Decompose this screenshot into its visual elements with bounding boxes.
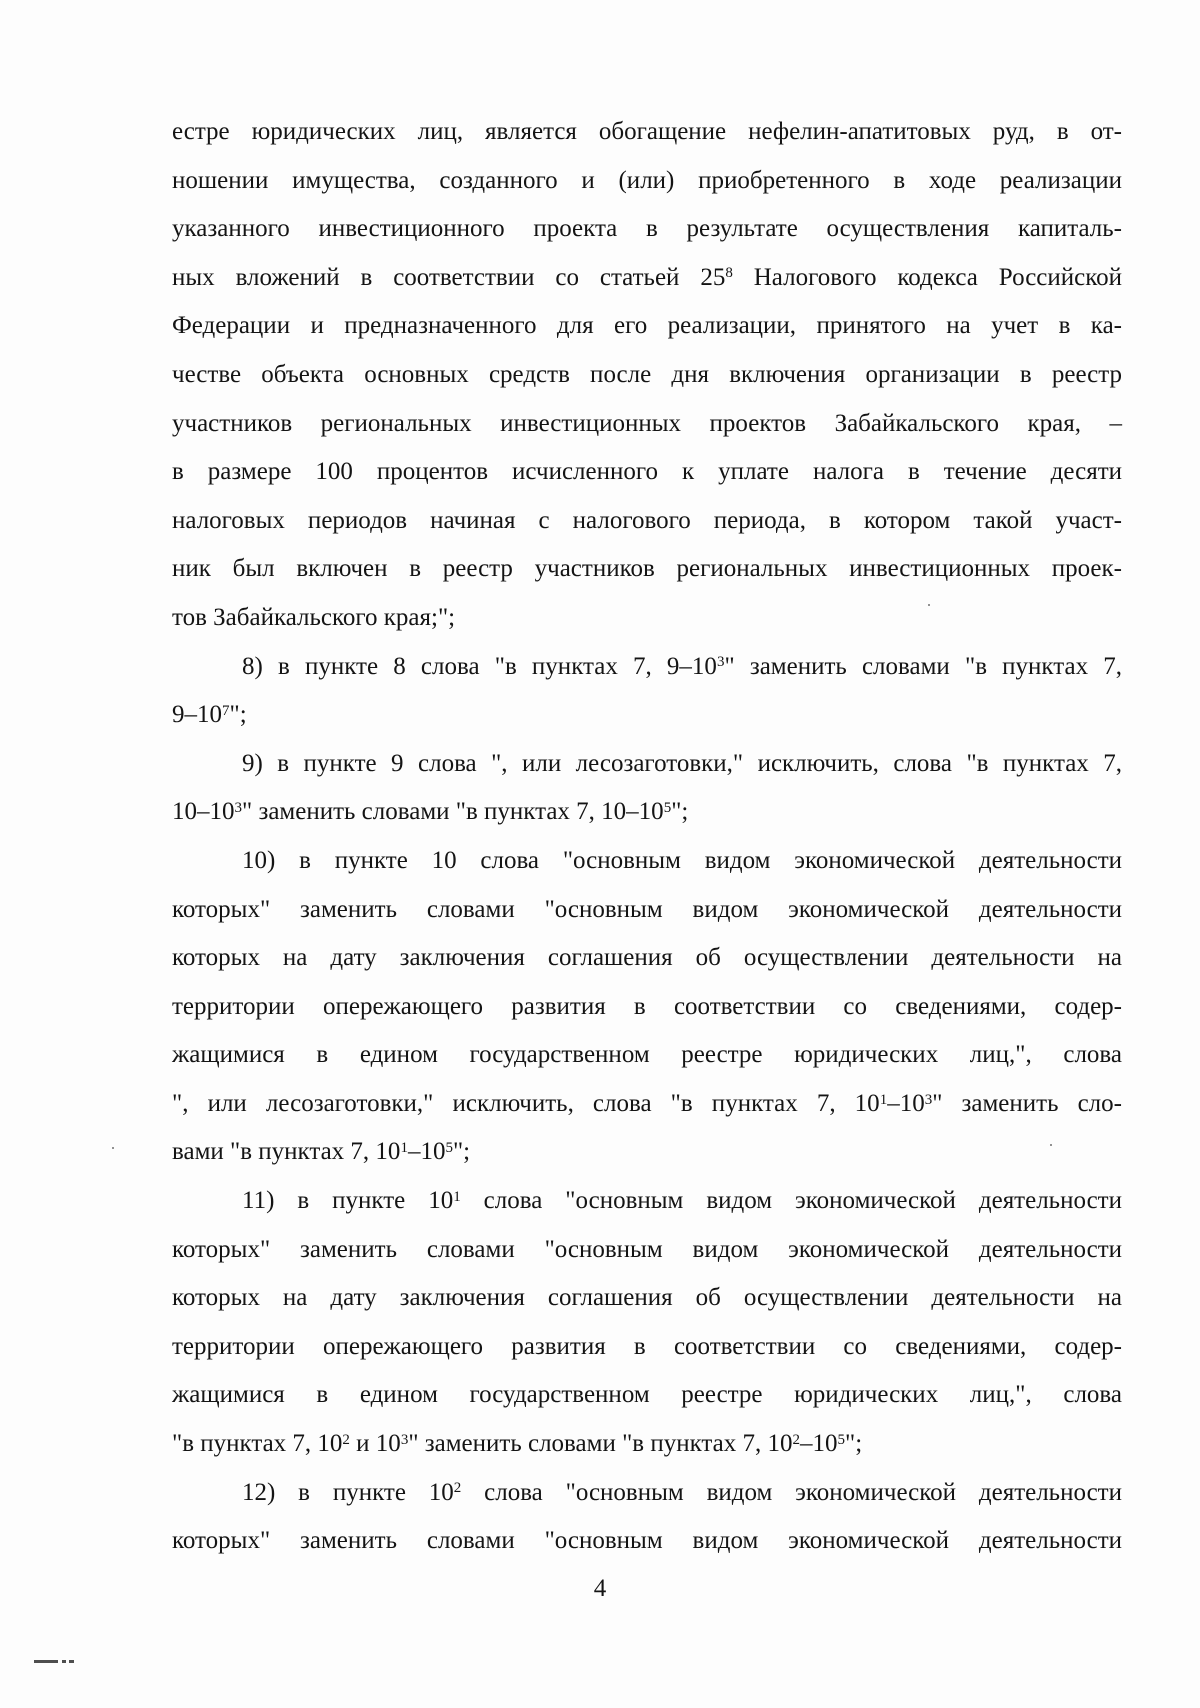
text-fragment: 9–10 — [172, 701, 222, 729]
text-fragment: " заменить словами "в пунктах 7, — [724, 652, 1122, 680]
text-line: которых" заменить словами "основным видом экономической деятельности — [172, 895, 1122, 923]
text-fragment: "; — [845, 1430, 863, 1458]
text-line: жащимися в едином государственном реестре юридических лиц,", слова — [172, 1041, 1122, 1069]
continuation-paragraph — [172, 108, 1122, 643]
text-line: Федерации и предназначенного для его реализации, принятого на учет в ка- — [172, 312, 1122, 340]
text-line: в размере 100 процентов исчисленного к уплате налога в течение десяти — [172, 458, 1122, 486]
superscript: 5 — [445, 1140, 453, 1157]
text-line — [172, 1469, 1122, 1518]
text-fragment: –10 — [800, 1430, 838, 1458]
text-line: которых на дату заключения соглашения об осуществлении деятельности на — [172, 1284, 1122, 1312]
scan-speck — [928, 604, 930, 606]
text-fragment: ", или лесозаготовки," исключить, слова "в пунктах 7, 10 — [172, 1089, 880, 1117]
text-line — [172, 1128, 1122, 1177]
text-line: тов Забайкальского края;"; — [172, 603, 456, 631]
text-line: честве объекта основных средств после дня включения организации в реестр — [172, 360, 1122, 388]
scan-artifact — [34, 1660, 74, 1663]
text-line: естре юридических лиц, является обогащение нефелин-апатитовых руд, в от- — [172, 118, 1122, 145]
text-line: ник был включен в реестр участников региональных инвестиционных проек- — [172, 555, 1122, 583]
text-line — [172, 643, 1122, 692]
scan-speck — [112, 1147, 114, 1149]
text-fragment: " заменить сло- — [932, 1089, 1122, 1117]
text-fragment: 11) в пункте 10 — [242, 1187, 454, 1215]
text-fragment: вами "в пунктах 7, 10 — [172, 1138, 401, 1166]
text-line: территории опережающего развития в соответствии со сведениями, содер- — [172, 1332, 1122, 1360]
text-fragment: "; — [229, 701, 247, 729]
text-line: которых" заменить словами "основным видом экономической деятельности — [172, 1235, 1122, 1263]
text-fragment: –10 — [887, 1089, 925, 1117]
text-line: 10) в пункте 10 слова "основным видом экономической деятельности — [242, 846, 1122, 874]
text-line — [172, 254, 1122, 303]
item-10-paragraph — [172, 837, 1122, 1177]
superscript: 2 — [342, 1431, 350, 1448]
text-fragment: " заменить словами "в пунктах 7, 10 — [408, 1430, 793, 1458]
text-line — [172, 1420, 1122, 1469]
item-8-paragraph — [172, 643, 1122, 740]
item-9-paragraph — [172, 740, 1122, 837]
superscript: 1 — [453, 1188, 461, 1205]
item-12-paragraph — [172, 1469, 1122, 1566]
item-11-paragraph — [172, 1177, 1122, 1469]
text-line — [172, 788, 1122, 837]
superscript: 5 — [663, 799, 672, 816]
superscript: 1 — [400, 1140, 408, 1157]
superscript: 5 — [837, 1431, 845, 1448]
text-fragment: слова "основным видом экономической деятельности — [460, 1187, 1122, 1215]
superscript: 2 — [453, 1480, 462, 1497]
text-line: 9) в пункте 9 слова ", или лесозаготовки," исключить, слова "в пунктах 7, — [242, 749, 1122, 777]
text-line: которых" заменить словами "основным видом экономической деятельности — [172, 1527, 1122, 1555]
superscript: 3 — [234, 799, 242, 816]
text-fragment: и 10 — [349, 1430, 401, 1458]
superscript: 1 — [879, 1091, 888, 1108]
text-line: территории опережающего развития в соответствии со сведениями, содер- — [172, 992, 1122, 1020]
document-body — [172, 108, 1122, 1566]
text-line: указанного инвестиционного проекта в результате осуществления капиталь- — [172, 215, 1122, 243]
text-fragment: "; — [452, 1138, 471, 1166]
text-fragment: " заменить словами "в пунктах 7, 10–10 — [242, 798, 664, 826]
page-number: 4 — [593, 1575, 607, 1602]
text-fragment: –10 — [407, 1138, 446, 1166]
text-line: участников региональных инвестиционных проектов Забайкальского края, – — [172, 409, 1122, 437]
text-fragment: Налогового кодекса Российской — [732, 263, 1122, 291]
scan-speck — [1050, 1144, 1052, 1146]
text-fragment: 12) в пункте 10 — [242, 1478, 454, 1506]
superscript: 8 — [725, 265, 733, 282]
text-line — [172, 1177, 1122, 1226]
text-line: ношении имущества, созданного и (или) приобретенного в ходе реализации — [172, 166, 1122, 194]
text-line: налоговых периодов начиная с налогового периода, в котором такой участ- — [172, 506, 1122, 534]
text-line — [172, 691, 1122, 740]
superscript: 3 — [400, 1431, 409, 1448]
superscript: 7 — [222, 702, 230, 719]
text-fragment: "; — [671, 798, 689, 826]
superscript: 3 — [924, 1091, 933, 1108]
text-line: которых на дату заключения соглашения об осуществлении деятельности на — [172, 944, 1122, 972]
text-line: жащимися в едином государственном реестре юридических лиц,", слова — [172, 1381, 1122, 1409]
text-fragment: слова "основным видом экономической деятельности — [461, 1478, 1122, 1506]
superscript: 2 — [792, 1431, 800, 1448]
text-line — [172, 1080, 1122, 1129]
text-fragment: 8) в пункте 8 слова "в пунктах 7, 9–10 — [242, 652, 717, 680]
superscript: 3 — [716, 654, 725, 671]
text-fragment: ных вложений в соответствии со статьей 25 — [172, 263, 726, 291]
text-fragment: 10–10 — [172, 798, 235, 826]
text-fragment: "в пунктах 7, 10 — [172, 1430, 343, 1458]
